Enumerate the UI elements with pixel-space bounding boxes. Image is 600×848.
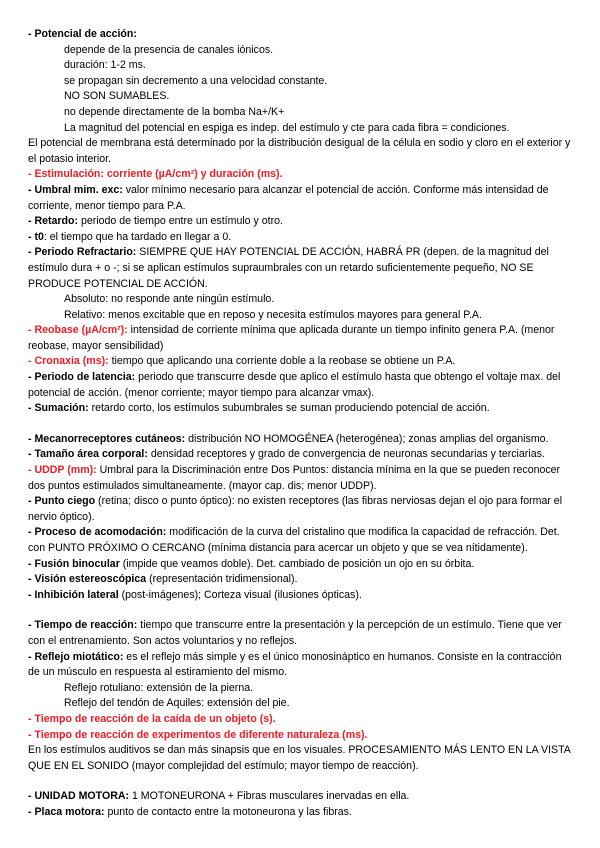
estimulacion-heading: - Estimulación: corriente (µA/cm²) y duración (ms). — [28, 168, 283, 181]
placa-paragraph — [28, 805, 576, 821]
tiempo-text: tiempo que transcurre entre la presentación y la percepción de un estímulo. Tiene que ver con el entrenamiento. Son actos voluntarios y no reflejos. — [28, 619, 562, 647]
t0-text: : el tiempo que ha tardado en llegar a 0. — [43, 230, 232, 243]
unidad-paragraph — [28, 789, 576, 805]
refractario-term: - Periodo Refractario: — [28, 246, 137, 259]
experimentos-heading: - Tiempo de reacción de experimentos de diferente naturaleza (ms). — [28, 728, 368, 741]
ciego-term: - Punto ciego — [28, 495, 96, 508]
uddp-text: Umbral para la Discriminación entre Dos Puntos: distancia mínima en la que se pueden reconocer dos puntos estimulados simultaneamente. (mayor cap. dis; menor UDDP). — [28, 464, 561, 492]
cronaxia-paragraph — [28, 354, 576, 370]
potencial-item-5: no depende directamente de la bomba Na+/K+ — [64, 105, 285, 118]
potencial-item-3: se propagan sin decremento a una velocidad constante. — [64, 74, 328, 87]
membrane-paragraph: El potencial de membrana está determinado por la distribución desigual de la célula en sodio y cloro en el exterior y el potasio interior. — [28, 137, 571, 165]
vision-text: (representación tridimensional). — [146, 573, 298, 586]
fusion-paragraph — [28, 557, 576, 573]
inhibicion-paragraph — [28, 588, 576, 604]
auditivos-paragraph: En los estímulos auditivos se dan más sinapsis que en los visuales. PROCESAMIENTO MÁS LENTO EN LA VISTA QUE EN EL SONIDO (mayor complejidad del estímulo; mayor tiempo de reacción). — [28, 744, 571, 772]
ciego-text: (retina; disco o punto óptico): no existen receptores (las fibras nerviosas dejan el ojo para formar el nervio óptico). — [28, 495, 563, 523]
cronaxia-text: tiempo que aplicando una corriente doble a la reobase se obtiene un P.A. — [108, 355, 456, 368]
sumacion-text: retardo corto, los estímulos subumbrales se suman produciendo potencial de acción. — [88, 402, 490, 415]
inhibicion-term: - Inhibición lateral — [28, 588, 119, 601]
tamano-term: - Tamaño área corporal: — [28, 448, 148, 461]
reflejo-paragraph — [28, 650, 576, 681]
mecano-term: - Mecanorreceptores cutáneos: — [28, 432, 186, 445]
potencial-item-1: depende de la presencia de canales iónicos. — [64, 43, 274, 56]
latencia-text: periodo que transcurre desde que aplico el estímulo hasta que obtengo el voltaje max. del potencial de acción. (menor corriente; mayor tiempo para alcanzar vmax). — [28, 371, 561, 399]
mecano-paragraph — [28, 432, 576, 448]
caida-heading: - Tiempo de reacción de la caída de un objeto (s). — [28, 712, 276, 725]
section-spacer — [28, 774, 576, 789]
potencial-item-2: duración: 1-2 ms. — [64, 59, 146, 72]
aquiles-item: Reflejo del tendón de Aquiles: extensión del pie. — [64, 697, 290, 710]
refractario-text: SIEMPRE QUE HAY POTENCIAL DE ACCIÓN, HABRÁ PR (depen. de la magnitud del estímulo dura + o -; si se aplican estímulos supraumbrales con un retardo suficientemente pequeño, NO SE PRODUCE POTENCIAL DE ACCIÓN. — [28, 246, 549, 290]
section-spacer — [28, 417, 576, 432]
reobase-term: - Reobase (µA/cm²): — [28, 324, 128, 337]
ciego-paragraph — [28, 494, 576, 525]
uddp-paragraph — [28, 463, 576, 494]
umbral-paragraph — [28, 183, 576, 214]
cronaxia-term: - Cronaxia (ms): — [28, 355, 109, 368]
uddp-term: - UDDP (mm): — [28, 464, 97, 477]
retardo-paragraph — [28, 214, 576, 230]
absoluto-item: Absoluto: no responde ante ningún estímulo. — [64, 293, 275, 306]
tiempo-term: - Tiempo de reacción: — [28, 619, 138, 632]
acomodacion-paragraph — [28, 525, 576, 556]
rotuliano-item: Reflejo rotuliano: extensión de la pierna. — [64, 681, 254, 694]
potencial-item-6: La magnitud del potencial en espiga es indep. del estímulo y cte para cada fibra = condiciones. — [64, 121, 510, 134]
latencia-term: - Periodo de latencia: — [28, 371, 136, 384]
umbral-term: - Umbral mim. exc: — [28, 183, 123, 196]
retardo-term: - Retardo: — [28, 215, 79, 228]
potencial-item-4: NO SON SUMABLES. — [64, 90, 170, 103]
acomodacion-term: - Proceso de acomodación: — [28, 526, 167, 539]
retardo-text: periodo de tiempo entre un estímulo y otro. — [78, 215, 283, 228]
vision-paragraph — [28, 572, 576, 588]
latencia-paragraph — [28, 370, 576, 401]
tamano-text: densidad receptores y grado de convergencia de neuronas secundarias y terciarias. — [147, 448, 545, 461]
tamano-paragraph — [28, 447, 576, 463]
placa-term: - Placa motora: — [28, 805, 105, 818]
unidad-text: 1 MOTONEURONA + Fibras musculares inervadas en ella. — [129, 790, 410, 803]
fusion-text: (impide que veamos doble). Det. cambiado de posición un ojo en su órbita. — [119, 557, 475, 570]
vision-term: - Visión estereoscópica — [28, 573, 147, 586]
placa-text: punto de contacto entre la motoneurona y las fibras. — [104, 805, 352, 818]
sumacion-term: - Sumación: — [28, 402, 89, 415]
section-spacer — [28, 603, 576, 618]
umbral-text: valor mínimo necesario para alcanzar el potencial de acción. Conforme más intensidad de corriente, menor tiempo para P.A. — [28, 183, 549, 212]
relativo-item: Relativo: menos excitable que en reposo y necesita estímulos mayores para general P.A. — [64, 308, 482, 321]
unidad-term: - UNIDAD MOTORA: — [28, 790, 130, 803]
reobase-paragraph — [28, 323, 576, 354]
potencial-heading: - Potencial de acción: — [28, 28, 137, 40]
inhibicion-text: (post-imágenes); Corteza visual (ilusiones ópticas). — [118, 588, 362, 601]
t0-term: - t0 — [28, 230, 44, 243]
refractario-paragraph — [28, 245, 576, 292]
document-content — [28, 27, 576, 821]
reobase-text: intensidad de corriente mínima que aplicada durante un tiempo infinito genera P.A. (menor reobase, mayor sensibilidad) — [28, 324, 555, 352]
reflejo-text: es el reflejo más simple y es el único monosináptico en humanos. Consiste en la contracción de un músculo en respuesta al estiramiento del mismo. — [28, 650, 562, 679]
sumacion-paragraph — [28, 401, 576, 417]
t0-paragraph — [28, 230, 576, 246]
fusion-term: - Fusión binocular — [28, 557, 120, 570]
mecano-text: distribución NO HOMOGÉNEA (heterogénea); zonas amplias del organismo. — [185, 432, 549, 445]
acomodacion-text: modificación de la curva del cristalino que modifica la capacidad de refracción. Det. con PUNTO PRÓXIMO O CERCANO (mínima distancia para acercar un objeto y que se vea nítidamente). — [28, 526, 560, 554]
reflejo-term: - Reflejo miotático: — [28, 650, 124, 663]
tiempo-paragraph — [28, 618, 576, 649]
